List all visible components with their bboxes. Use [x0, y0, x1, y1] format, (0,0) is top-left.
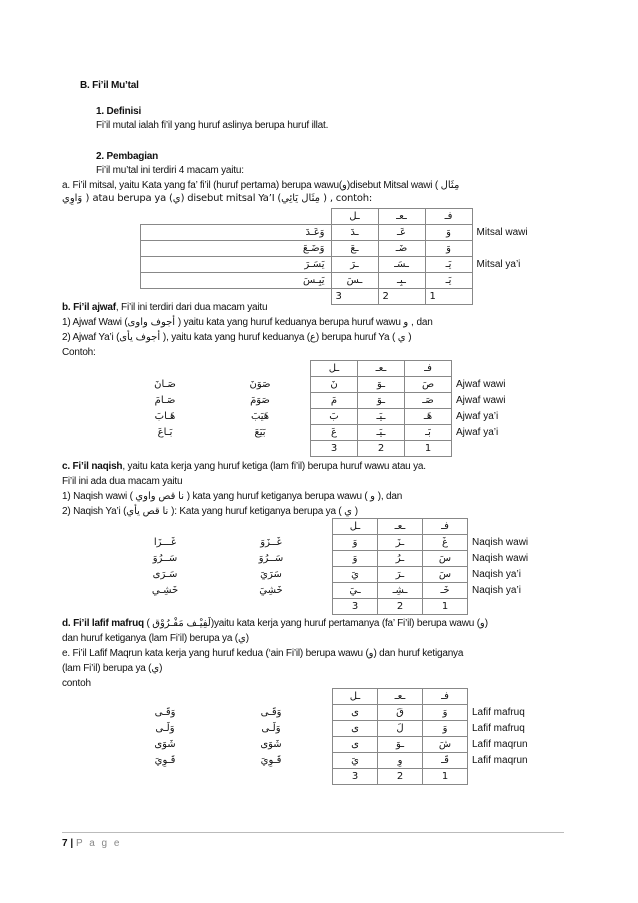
- example-word: وَلَـى: [261, 723, 281, 734]
- lafif-line-3: (lam Fi’il) berupa ya (ي): [62, 663, 163, 674]
- table-row: [141, 257, 548, 273]
- cell-fa: صَ: [405, 377, 452, 393]
- number-cell: 2: [378, 289, 425, 305]
- cell-fa: وَ: [425, 241, 472, 257]
- number-cell: 1: [405, 441, 452, 457]
- example-word: خَشِـي: [151, 585, 179, 596]
- cell-lam: نَ: [311, 377, 358, 393]
- example-word: يَبِـسَ: [141, 273, 332, 289]
- cell-ain: ـشِـ: [378, 583, 423, 599]
- cell-fa: سَ: [423, 567, 468, 583]
- cell-ain: لَ: [378, 721, 423, 737]
- header-fa: فـ: [425, 209, 472, 225]
- example-word: صَـامَ: [154, 395, 176, 406]
- number-cell: 3: [333, 599, 378, 615]
- header-ain: ـعـ: [378, 519, 423, 535]
- definition-title: 1. Definisi: [96, 106, 142, 117]
- row-label: Naqish ya’i: [472, 569, 521, 580]
- cell-fa: يَـ: [425, 257, 472, 273]
- cell-lam: وَ: [333, 551, 378, 567]
- cell-lam: وَ: [333, 535, 378, 551]
- row-label: Naqish wawi: [472, 537, 529, 548]
- header-fa: فـ: [423, 519, 468, 535]
- table-row: [120, 705, 554, 721]
- page-label: P a g e: [75, 838, 122, 849]
- header-lam: ـل: [333, 689, 378, 705]
- example-word: وَلَـى: [155, 723, 175, 734]
- cell-fa: يَـ: [425, 273, 472, 289]
- cell-fa: غَ: [423, 535, 468, 551]
- table-row: [141, 273, 548, 289]
- cell-fa: وَ: [423, 705, 468, 721]
- row-label: Naqish ya’i: [472, 585, 521, 596]
- ajwaf-title-line: [62, 302, 267, 314]
- cell-lam: ى: [333, 705, 378, 721]
- table-row: [120, 721, 554, 737]
- definition-text: Fi’il mutal ialah fi’il yang huruf aslinya berupa huruf illat.: [96, 120, 329, 131]
- mitsal-line-2: وَاوِي ) atau berupa ya (ي) disebut mitsal Ya’I (مِثَال يَائِي ) , contoh:: [62, 193, 373, 204]
- ajwaf-contoh: Contoh:: [62, 347, 96, 358]
- example-word: وَقَـى: [154, 707, 176, 718]
- cell-fa: سَ: [423, 551, 468, 567]
- number-cell: 2: [378, 599, 423, 615]
- row-label: Naqish wawi: [472, 553, 529, 564]
- cell-ain: ـيَـ: [358, 425, 405, 441]
- cell-lam: عَ: [311, 425, 358, 441]
- cell-fa: بَـ: [405, 425, 452, 441]
- cell-ain: ـسَـ: [378, 257, 425, 273]
- table-row: [120, 551, 554, 567]
- cell-fa: قَـ: [423, 753, 468, 769]
- cell-lam: يَ: [333, 567, 378, 583]
- cell-lam: ـيَ: [333, 583, 378, 599]
- naqish-table: [120, 518, 554, 615]
- footer-separator: |: [70, 838, 74, 849]
- number-cell: 3: [331, 289, 378, 305]
- row-label: Ajwaf ya’i: [456, 427, 499, 438]
- footer-divider: [62, 832, 564, 833]
- naqish-title: c. Fi’il naqish: [62, 461, 123, 472]
- example-word: هَيَبَ: [250, 411, 270, 422]
- example-word: صَـانَ: [154, 379, 176, 390]
- naqish-title-line: [62, 461, 426, 473]
- example-word: شَوَى: [260, 739, 282, 750]
- cell-lam: ـسَ: [331, 273, 378, 289]
- lafif-line-2: e. Fi’il Lafif Maqrun kata kerja yang huruf kedua (‘ain Fi’il) berupa wawu (و) dan huruf ketiganya: [62, 648, 464, 659]
- example-word: قَـوِيَ: [154, 755, 176, 766]
- example-word: سَـرَى: [152, 569, 178, 580]
- section-heading: B. Fi’il Mu’tal: [80, 80, 139, 91]
- row-label: Mitsal wawi: [476, 227, 528, 238]
- number-cell: 3: [311, 441, 358, 457]
- example-word: سَــرُوَ: [258, 553, 284, 564]
- row-label: Lafif mafruq: [472, 723, 525, 734]
- row-label: Lafif maqrun: [472, 739, 528, 750]
- table-row: [120, 583, 554, 599]
- cell-fa: شَ: [423, 737, 468, 753]
- number-cell: 2: [358, 441, 405, 457]
- example-word: بَيَعَ: [254, 427, 266, 438]
- cell-ain: ـزَ: [378, 535, 423, 551]
- number-cell: 1: [423, 599, 468, 615]
- example-word: وَقَـى: [260, 707, 282, 718]
- lafif-title-rest: ( لَفِيْـف مَفْـرُوْق)yaitu kata kerja yang huruf pertamanya (fa’ Fi’il) berupa wawu (و): [143, 618, 488, 629]
- cell-lam: ـعَ: [331, 241, 378, 257]
- mitsal-line-1: a. Fi’il mitsal, yaitu Kata yang fa’ fi’il (huruf pertama) berupa wawu(و)disebut Mitsal wawi ( مِثَال: [62, 180, 460, 191]
- number-cell: 1: [423, 769, 468, 785]
- lafif-table: [120, 688, 554, 785]
- cell-fa: صَـ: [405, 393, 452, 409]
- row-label: Ajwaf ya’i: [456, 411, 499, 422]
- example-word: وَعَـدَ: [141, 225, 332, 241]
- example-word: سَرَيَ: [260, 569, 282, 580]
- table-row: [141, 225, 548, 241]
- example-word: صَوَنَ: [249, 379, 271, 390]
- cell-lam: بَ: [311, 409, 358, 425]
- example-word: غَـــزَا: [153, 537, 177, 548]
- cell-ain: ـوَ: [358, 377, 405, 393]
- lafif-title: d. Fi’il lafif mafruq: [62, 618, 144, 629]
- naqish-line-1: Fi’il ini ada dua macam yaitu: [62, 476, 183, 487]
- table-row: [120, 753, 554, 769]
- number-cell: 3: [333, 769, 378, 785]
- header-lam: ـل: [331, 209, 378, 225]
- example-word: يَسَـرَ: [141, 257, 332, 273]
- example-word: قَـوِيَ: [260, 755, 282, 766]
- table-row: [120, 425, 536, 441]
- header-fa: فـ: [405, 361, 452, 377]
- cell-fa: وَ: [425, 225, 472, 241]
- example-word: غَــزَوَ: [260, 537, 282, 548]
- cell-ain: قَ: [378, 705, 423, 721]
- cell-ain: ـبِـ: [378, 273, 425, 289]
- lafif-line-1: dan huruf ketiganya (lam Fi’il) berupa ya (ي): [62, 633, 249, 644]
- cell-fa: هَـ: [405, 409, 452, 425]
- naqish-line-3: 2) Naqish Ya’i (نا قص يأي ): Kata yang huruf ketiganya berupa ya ( ي ): [62, 506, 358, 517]
- table-row: [120, 409, 536, 425]
- header-fa: فـ: [423, 689, 468, 705]
- example-word: هَـابَ: [154, 411, 176, 422]
- division-title: 2. Pembagian: [96, 151, 159, 162]
- page-footer: [62, 838, 121, 849]
- number-cell: 1: [425, 289, 472, 305]
- header-ain: ـعـ: [378, 689, 423, 705]
- table-row: [120, 393, 536, 409]
- cell-fa: وَ: [423, 721, 468, 737]
- page-number: 7: [62, 838, 68, 849]
- lafif-contoh: contoh: [62, 678, 91, 689]
- division-text: Fi’il mu’tal ini terdiri 4 macam yaitu:: [96, 165, 244, 176]
- table-row: [120, 377, 536, 393]
- cell-lam: يَ: [333, 753, 378, 769]
- cell-lam: ـرَ: [331, 257, 378, 273]
- lafif-title-line: [62, 618, 488, 630]
- cell-ain: ـوَ: [358, 393, 405, 409]
- row-label: Lafif maqrun: [472, 755, 528, 766]
- example-word: شَوَى: [154, 739, 176, 750]
- cell-ain: ـوَ: [378, 737, 423, 753]
- example-word: وَضَـعَ: [141, 241, 332, 257]
- naqish-line-2: 1) Naqish wawi ( نا قص واوي ) kata yang huruf ketiganya berupa wawu ( و ), dan: [62, 491, 403, 502]
- cell-ain: ـرُ: [378, 551, 423, 567]
- row-label: [472, 273, 547, 289]
- cell-ain: ـيَـ: [358, 409, 405, 425]
- row-label: Ajwaf wawi: [456, 379, 506, 390]
- cell-lam: مَ: [311, 393, 358, 409]
- table-row: [120, 567, 554, 583]
- ajwaf-title-rest: , Fi’il ini terdiri dari dua macam yaitu: [115, 302, 268, 313]
- cell-lam: ى: [333, 737, 378, 753]
- row-label: [472, 241, 547, 257]
- naqish-title-rest: , yaitu kata kerja yang huruf ketiga (lam fi’il) berupa huruf wawu atau ya.: [122, 461, 426, 472]
- ajwaf-line-1: 1) Ajwaf Wawi (أجوف واوى ) yaitu kata yang huruf keduanya berupa huruf wawu و , dan: [62, 317, 433, 328]
- row-label: Ajwaf wawi: [456, 395, 506, 406]
- mitsal-table: [140, 208, 548, 305]
- header-ain: ـعـ: [358, 361, 405, 377]
- example-word: صَوَمَ: [250, 395, 270, 406]
- ajwaf-title: b. Fi’il ajwaf: [62, 302, 116, 313]
- row-label: Lafif mafruq: [472, 707, 525, 718]
- header-lam: ـل: [311, 361, 358, 377]
- ajwaf-table: [120, 360, 536, 457]
- example-word: بَـاعَ: [157, 427, 173, 438]
- cell-lam: ى: [333, 721, 378, 737]
- row-label: Mitsal ya’i: [476, 259, 521, 270]
- table-row: [120, 535, 554, 551]
- ajwaf-line-2: 2) Ajwaf Ya’i (أجوف يأى ), yaitu kata yang huruf keduanya (ع) berupa huruf Ya ( ي ): [62, 332, 412, 343]
- example-word: سَــرُوَ: [152, 553, 178, 564]
- cell-lam: ـدَ: [331, 225, 378, 241]
- example-word: خَشِيَ: [259, 585, 283, 596]
- cell-ain: ـرَ: [378, 567, 423, 583]
- header-ain: ـعـ: [378, 209, 425, 225]
- cell-ain: عَـ: [378, 225, 425, 241]
- table-row: [141, 241, 548, 257]
- cell-ain: ضَـ: [378, 241, 425, 257]
- table-row: [120, 737, 554, 753]
- number-cell: 2: [378, 769, 423, 785]
- header-lam: ـل: [333, 519, 378, 535]
- cell-fa: خَـ: [423, 583, 468, 599]
- cell-ain: وِ: [378, 753, 423, 769]
